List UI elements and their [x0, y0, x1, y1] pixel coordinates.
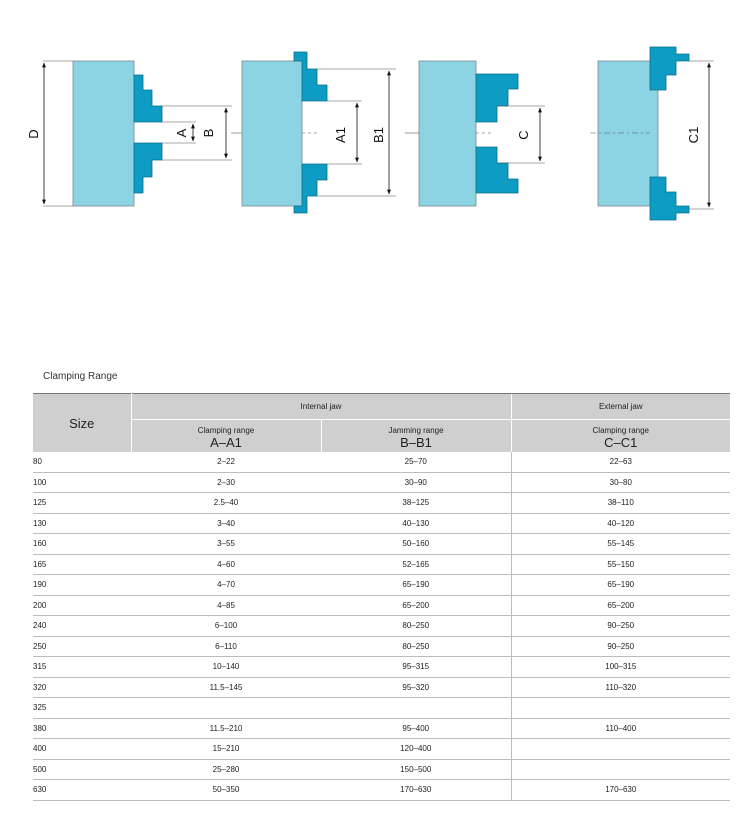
cell-b: 65–190 [321, 575, 511, 596]
jaw-upper-1 [134, 75, 162, 122]
table-row [33, 657, 730, 678]
cell-b: 50–160 [321, 534, 511, 555]
cell-b: 95–320 [321, 677, 511, 698]
table-row [33, 452, 730, 472]
figure-external-jamming [590, 47, 714, 220]
cell-a: 4–60 [131, 554, 321, 575]
table-row [33, 534, 730, 555]
cell-c [511, 739, 730, 760]
cell-a: 6–100 [131, 616, 321, 637]
cell-b: 30–90 [321, 472, 511, 493]
cell-size: 165 [33, 554, 131, 575]
cell-size: 240 [33, 616, 131, 637]
table-row [33, 493, 730, 514]
jaw-lower-4 [650, 177, 689, 220]
cell-size: 80 [33, 452, 131, 472]
chuck-body-3 [419, 61, 476, 206]
size-header: Size [33, 394, 131, 453]
external-clamping-range-header: Clamping range [511, 420, 730, 436]
table-row [33, 780, 730, 801]
cell-c: 55–150 [511, 554, 730, 575]
cell-b: 150–500 [321, 759, 511, 780]
cell-size: 160 [33, 534, 131, 555]
table-row [33, 718, 730, 739]
label-a: A [174, 128, 189, 138]
table-row [33, 739, 730, 760]
cell-a: 25–280 [131, 759, 321, 780]
table-row [33, 513, 730, 534]
cell-c: 40–120 [511, 513, 730, 534]
cell-a: 3–40 [131, 513, 321, 534]
table-row [33, 595, 730, 616]
cell-size: 630 [33, 780, 131, 801]
cell-size: 190 [33, 575, 131, 596]
cell-c [511, 759, 730, 780]
cell-a: 4–70 [131, 575, 321, 596]
section-title: Clamping Range [43, 371, 118, 382]
cell-c: 30–80 [511, 472, 730, 493]
cell-b: 95–315 [321, 657, 511, 678]
cell-c: 110–400 [511, 718, 730, 739]
label-d: D [26, 129, 41, 139]
cell-b: 80–250 [321, 636, 511, 657]
cell-size: 500 [33, 759, 131, 780]
jaw-upper-3 [476, 74, 518, 122]
cell-size: 400 [33, 739, 131, 760]
cell-size: 250 [33, 636, 131, 657]
label-b: B [201, 128, 216, 138]
table-row [33, 616, 730, 637]
cell-c: 170–630 [511, 780, 730, 801]
cell-c [511, 698, 730, 719]
cell-c: 90–250 [511, 616, 730, 637]
clamping-range-header: Clamping range [131, 420, 321, 436]
cell-c: 55–145 [511, 534, 730, 555]
cell-b: 38–125 [321, 493, 511, 514]
cell-b: 80–250 [321, 616, 511, 637]
label-c: C [516, 130, 531, 140]
cell-b [321, 698, 511, 719]
cell-a: 11.5–145 [131, 677, 321, 698]
jamming-range-header: Jamming range [321, 420, 511, 436]
cell-c: 65–190 [511, 575, 730, 596]
cell-b: 170–630 [321, 780, 511, 801]
label-a1: A1 [333, 127, 348, 143]
cell-size: 130 [33, 513, 131, 534]
figure-external-clamping [405, 61, 545, 206]
figure-internal-jamming [242, 52, 396, 213]
jaw-lower-3 [476, 147, 518, 193]
cell-c: 65–200 [511, 595, 730, 616]
table-row [33, 759, 730, 780]
cell-a: 4–85 [131, 595, 321, 616]
cell-c: 110–320 [511, 677, 730, 698]
jaw-lower-1 [134, 143, 162, 193]
table-body [33, 452, 730, 800]
table-row [33, 698, 730, 719]
cell-b: 40–130 [321, 513, 511, 534]
cell-a: 2–30 [131, 472, 321, 493]
chuck-body-2 [242, 61, 302, 206]
cell-size: 100 [33, 472, 131, 493]
table-row [33, 677, 730, 698]
cell-b: 65–200 [321, 595, 511, 616]
internal-jaw-header: Internal jaw [131, 394, 511, 420]
cell-c: 38–110 [511, 493, 730, 514]
cell-a: 6–110 [131, 636, 321, 657]
cell-size: 200 [33, 595, 131, 616]
jaw-upper-4 [650, 47, 689, 90]
table-row [33, 575, 730, 596]
code-c-header: C–C1 [511, 435, 730, 452]
cell-b: 120–400 [321, 739, 511, 760]
code-a-header: A–A1 [131, 435, 321, 452]
table-row [33, 554, 730, 575]
cell-size: 315 [33, 657, 131, 678]
cell-a [131, 698, 321, 719]
chuck-body-4 [598, 61, 658, 206]
cell-b: 95–400 [321, 718, 511, 739]
figure-internal-clamping [26, 61, 243, 206]
cell-a: 2.5–40 [131, 493, 321, 514]
label-b1: B1 [371, 127, 386, 143]
cell-c: 22–63 [511, 452, 730, 472]
cell-a: 11.5–210 [131, 718, 321, 739]
external-jaw-header: External jaw [511, 394, 730, 420]
jaw-dimension-diagram [0, 0, 750, 240]
cell-b: 52–165 [321, 554, 511, 575]
cell-b: 25–70 [321, 452, 511, 472]
cell-a: 10–140 [131, 657, 321, 678]
clamping-range-table [33, 393, 730, 801]
table-row [33, 636, 730, 657]
cell-size: 325 [33, 698, 131, 719]
cell-size: 320 [33, 677, 131, 698]
cell-a: 3–55 [131, 534, 321, 555]
cell-a: 15–210 [131, 739, 321, 760]
cell-size: 125 [33, 493, 131, 514]
label-c1: C1 [686, 126, 701, 144]
cell-c: 100–315 [511, 657, 730, 678]
chuck-body-1 [73, 61, 134, 206]
table-row [33, 472, 730, 493]
code-b-header: B–B1 [321, 435, 511, 452]
cell-a: 50–350 [131, 780, 321, 801]
cell-c: 90–250 [511, 636, 730, 657]
cell-size: 380 [33, 718, 131, 739]
cell-a: 2–22 [131, 452, 321, 472]
